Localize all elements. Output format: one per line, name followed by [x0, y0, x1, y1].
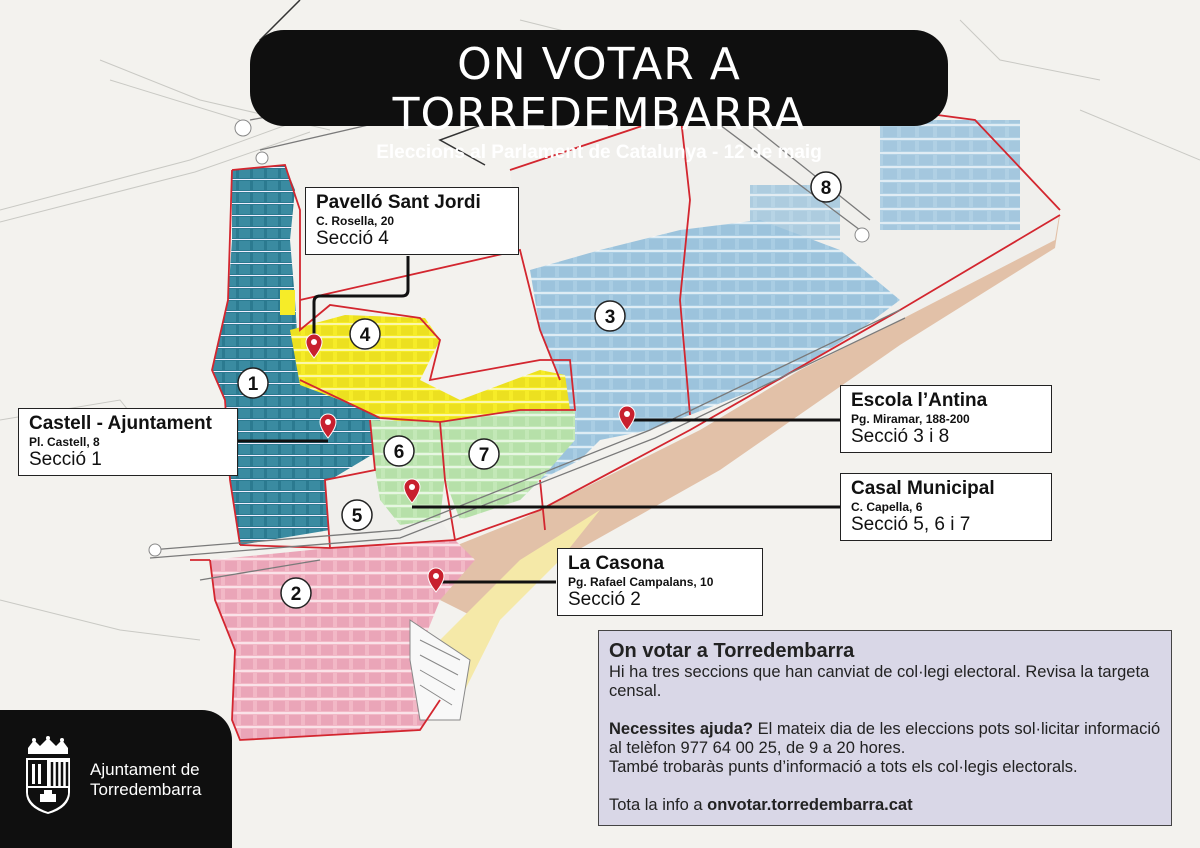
section-4-block: [280, 290, 295, 315]
callout-section: Secció 3 i 8: [851, 426, 950, 447]
ajuntament-logo: [0, 710, 232, 848]
ajuntament-name: [90, 760, 202, 800]
callout-address: Pl. Castell, 8: [29, 435, 100, 449]
callout-name: La Casona: [568, 553, 665, 574]
callout-pavello-sant-jordi[interactable]: [305, 187, 519, 255]
callout-name: Pavelló Sant Jordi: [316, 192, 481, 213]
callout-la-casona[interactable]: [557, 548, 763, 616]
info-heading: On votar a Torredembarra: [609, 640, 855, 662]
section-3-label: 3: [604, 307, 616, 328]
section-1-marker: [238, 368, 268, 398]
section-3-marker: [595, 301, 625, 331]
section-1-label: 1: [247, 374, 259, 395]
info-help-label: Necessites ajuda?: [609, 720, 753, 738]
callout-address: C. Capella, 6: [851, 500, 923, 514]
info-intro: Hi ha tres seccions que han canviat de col·legi electoral. Revisa la targeta censal.: [609, 663, 1150, 700]
coat-of-arms-icon: [22, 736, 74, 818]
section-8-marker: [811, 172, 841, 202]
callout-address: Pg. Miramar, 188-200: [851, 412, 970, 426]
ajuntament-line1: Ajuntament de: [90, 760, 200, 779]
callout-name: Casal Municipal: [851, 478, 995, 499]
section-4-marker: [350, 319, 380, 349]
info-extra: També trobaràs punts d’informació a tots els col·legis electorals.: [609, 758, 1078, 776]
callout-castell-ajuntament[interactable]: [18, 408, 238, 476]
section-4-label: 4: [359, 325, 371, 346]
roundabout: [149, 544, 161, 556]
callout-name: Castell - Ajuntament: [29, 413, 212, 434]
callout-casal-municipal[interactable]: [840, 473, 1052, 541]
roundabout: [235, 120, 251, 136]
callout-escola-lantina[interactable]: [840, 385, 1052, 453]
info-link-line: [609, 796, 1161, 815]
section-8-label: 8: [820, 178, 832, 199]
page-title: ON VOTAR A TORREDEMBARRA: [392, 39, 806, 140]
section-7-marker: [469, 439, 499, 469]
section-5-marker: [342, 500, 372, 530]
info-panel: [598, 630, 1172, 826]
info-help: [609, 720, 1161, 758]
callout-section: Secció 1: [29, 449, 102, 470]
section-7-label: 7: [478, 445, 490, 466]
ajuntament-line2: Torredembarra: [90, 780, 202, 799]
callout-address: C. Rosella, 20: [316, 214, 395, 228]
section-6-label: 6: [393, 442, 405, 463]
info-link-prefix: Tota la info a: [609, 796, 703, 814]
info-link[interactable]: onvotar.torredembarra.cat: [707, 796, 913, 814]
page-subtitle: Eleccions al Parlament de Catalunya - 12 de maig: [376, 142, 822, 163]
section-2-label: 2: [290, 584, 302, 605]
callout-address: Pg. Rafael Campalans, 10: [568, 575, 714, 589]
section-6-marker: [384, 436, 414, 466]
callout-name: Escola l’Antina: [851, 390, 988, 411]
title-banner: [250, 30, 948, 163]
callout-section: Secció 4: [316, 228, 389, 249]
section-5-label: 5: [351, 506, 363, 527]
callout-section: Secció 5, 6 i 7: [851, 514, 971, 535]
callout-section: Secció 2: [568, 589, 641, 610]
section-2-marker: [281, 578, 311, 608]
info-help-text: El mateix dia de les eleccions pots sol·licitar informació al telèfon 977 64 00 25, de 9 a 20 hores.: [609, 720, 1161, 757]
roundabout: [855, 228, 869, 242]
